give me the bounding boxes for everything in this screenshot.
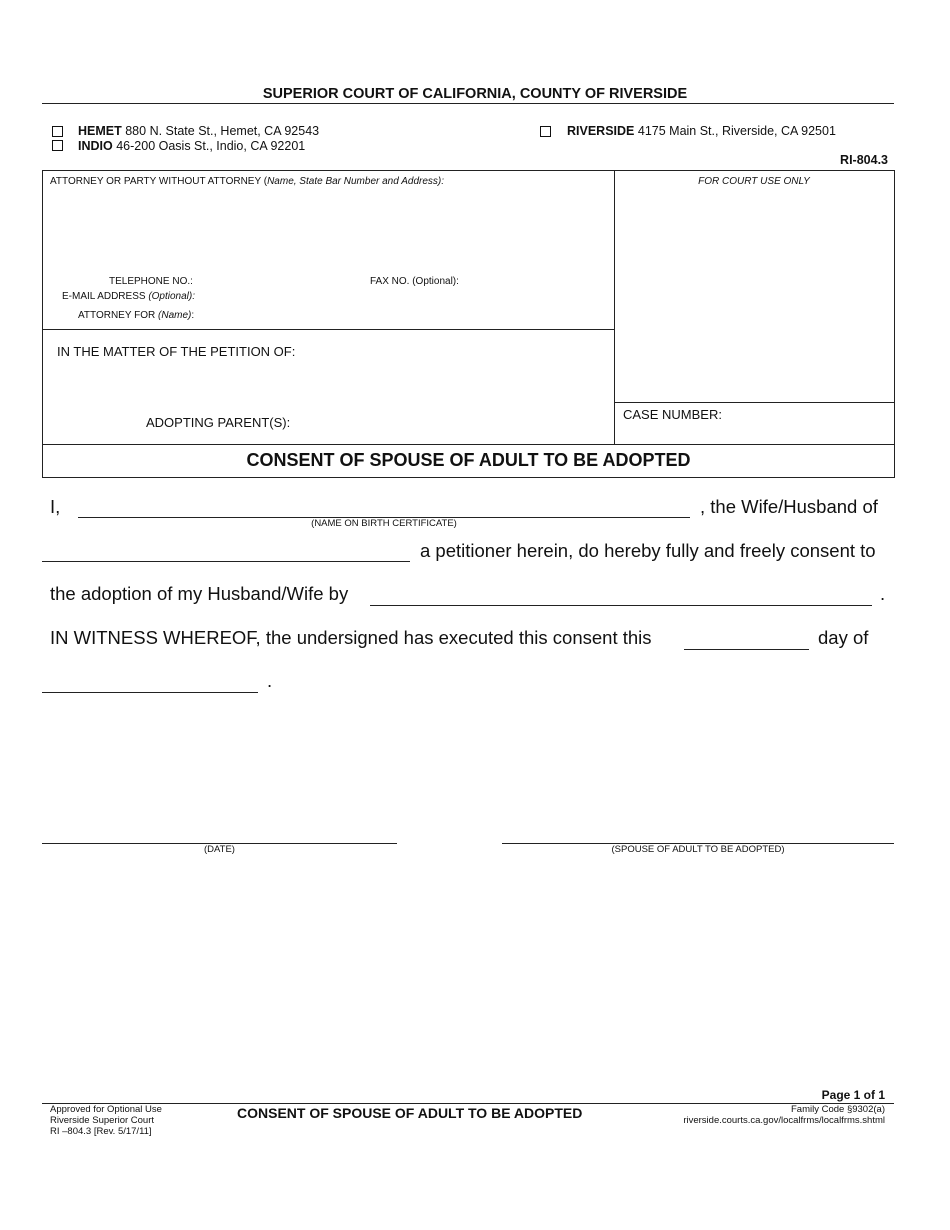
title-bottom [42,477,895,478]
email-label: E-MAIL ADDRESS (Optional): [62,291,196,302]
body-line5-end: . [267,670,273,691]
footer-title: CONSENT OF SPOUSE OF ADULT TO BE ADOPTED [237,1105,583,1121]
spouse-caption: (SPOUSE OF ADULT TO BE ADOPTED) [611,844,785,855]
body-line1-end: , the Wife/Husband of [700,496,878,517]
body-line2: a petitioner herein, do hereby fully and freely consent to [420,540,876,561]
day-field[interactable] [684,649,809,650]
date-caption: (DATE) [204,844,235,855]
indio-checkbox[interactable] [52,140,63,151]
caption-bottom [42,444,895,445]
attorney-section-bottom [42,329,614,330]
box-top [42,170,895,171]
body-line4: IN WITNESS WHEREOF, the undersigned has executed this consent this [50,627,652,648]
indio-location: INDIO 46-200 Oasis St., Indio, CA 92201 [78,139,306,153]
month-year-field[interactable] [42,692,258,693]
petitioner-name-field[interactable] [42,561,410,562]
page-number: Page 1 of 1 [821,1088,885,1102]
adopting-parents-label: ADOPTING PARENT(S): [146,415,291,430]
court-title: SUPERIOR COURT OF CALIFORNIA, COUNTY OF RIVERSIDE [262,86,688,102]
body-line1-start: I, [50,496,61,517]
hemet-checkbox[interactable] [52,126,63,137]
body-line4-end: day of [818,627,869,648]
footer-left: Approved for Optional Use Riverside Superior Court RI –804.3 [Rev. 5/17/11] [50,1104,162,1137]
body-line3-end: . [880,583,886,604]
form-number: RI-804.3 [840,153,888,167]
attorney-label: ATTORNEY OR PARTY WITHOUT ATTORNEY (Name, State Bar Number and Address): [50,176,445,187]
court-use-label: FOR COURT USE ONLY [698,176,810,187]
fax-label: FAX NO. (Optional): [370,276,459,287]
form-title: CONSENT OF SPOUSE OF ADULT TO BE ADOPTED [246,450,691,470]
case-number-label: CASE NUMBER: [623,407,722,422]
hemet-location: HEMET 880 N. State St., Hemet, CA 92543 [78,124,320,138]
footer-right: Family Code §9302(a) riverside.courts.ca.gov/localfrms/localfrms.shtml [683,1104,885,1126]
name-caption: (NAME ON BIRTH CERTIFICATE) [311,518,457,529]
riverside-checkbox[interactable] [540,126,551,137]
telephone-label: TELEPHONE NO.: [109,276,193,287]
attorney-for-label: ATTORNEY FOR (Name): [78,310,195,321]
body-line3: the adoption of my Husband/Wife by [50,583,349,604]
riverside-location: RIVERSIDE 4175 Main St., Riverside, CA 92501 [567,124,836,138]
matter-label: IN THE MATTER OF THE PETITION OF: [57,344,296,359]
header-rule [42,103,894,104]
adopter-name-field[interactable] [370,605,872,606]
box-left [42,170,43,477]
box-right [894,170,895,477]
court-use-bottom [614,402,894,403]
